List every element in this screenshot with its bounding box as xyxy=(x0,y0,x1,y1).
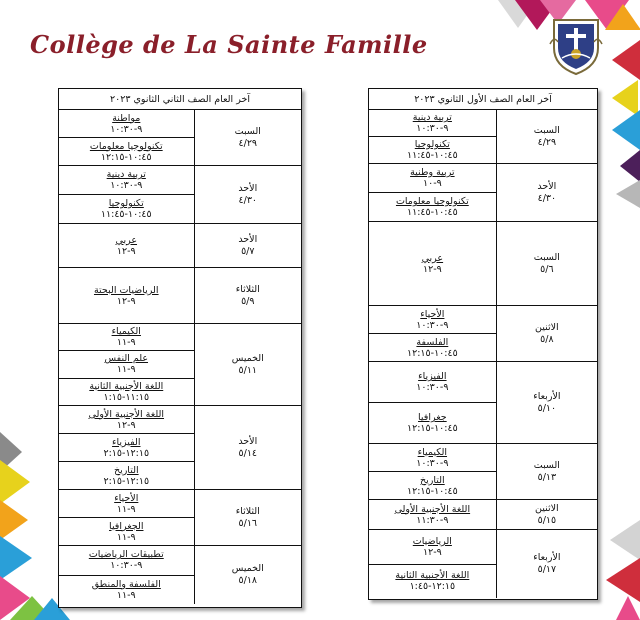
day-date: ٥/١٦ xyxy=(238,517,258,529)
exam-subject: الرياضيات xyxy=(412,535,452,547)
day-cell xyxy=(194,224,301,267)
day-cell xyxy=(194,490,301,545)
exam-list xyxy=(59,110,194,165)
exam-time: ٩-١٢ xyxy=(422,263,442,275)
exam-list xyxy=(369,110,496,163)
exam-subject: جغرافيا xyxy=(418,412,447,423)
exam-subject: اللغة الأجنبية الثانية xyxy=(395,570,470,582)
exam-time: ٩-١٠:٣٠ xyxy=(416,457,449,469)
day-block xyxy=(369,222,597,306)
exam-entry xyxy=(369,472,496,499)
day-cell xyxy=(194,268,301,323)
day-name: السبت xyxy=(533,459,560,471)
day-block xyxy=(59,268,301,324)
exam-subject: الجغرافيا xyxy=(109,520,144,532)
exam-list xyxy=(59,224,194,267)
day-block xyxy=(59,324,301,406)
exam-subject: عربي xyxy=(115,234,138,246)
exam-list xyxy=(59,546,194,604)
exam-list xyxy=(369,362,496,443)
day-date: ٥/١٤ xyxy=(238,447,258,459)
exam-time: ١٠:٤٥-١٢:١٥ xyxy=(100,151,152,163)
exam-entry xyxy=(369,110,496,137)
exam-subject: علم النفس xyxy=(104,353,149,365)
triangle-decoration xyxy=(616,596,640,620)
exam-list xyxy=(369,444,496,499)
day-name: الأحد xyxy=(238,435,258,447)
exam-time: ٩-١١ xyxy=(116,503,136,515)
exam-time: ٩-١٠:٣٠ xyxy=(110,123,143,135)
exam-list xyxy=(369,164,496,221)
day-name: الخميس xyxy=(231,563,264,574)
exam-time: ١١:١٥-١:١٥ xyxy=(103,391,150,403)
day-name: الاثنين xyxy=(535,321,559,333)
day-name: السبت xyxy=(533,124,560,136)
exam-list xyxy=(369,500,496,529)
day-name: السبت xyxy=(533,251,560,263)
exam-time: ٩-١٠:٣٠ xyxy=(416,123,449,134)
exam-subject: الأحياء xyxy=(420,308,445,320)
exam-subject: الكيمياء xyxy=(111,326,141,338)
school-logo xyxy=(548,14,604,76)
day-block xyxy=(59,110,301,166)
triangle-decoration xyxy=(0,500,28,540)
day-block xyxy=(59,166,301,224)
exam-entry xyxy=(59,195,194,223)
exam-time: ١٢:١٥-١:٤٥ xyxy=(409,581,456,593)
triangle-decoration xyxy=(616,180,640,208)
exam-time: ٩-١١ xyxy=(116,589,136,601)
day-block xyxy=(369,306,597,362)
exam-entry xyxy=(59,138,194,165)
day-cell xyxy=(496,164,597,221)
day-name: الأحد xyxy=(238,233,258,245)
schedule-heading: آخر العام الصف الأول الثانوي ٢٠٢٣ xyxy=(369,89,597,110)
exam-time: ١٠:٤٥-١٢:١٥ xyxy=(407,347,458,359)
exam-subject: تطبيقات الرياضيات xyxy=(88,549,164,561)
exam-subject: تربية دينية xyxy=(412,112,452,123)
exam-time: ١٠:٤٥-١٢:١٥ xyxy=(407,423,458,434)
crest-icon xyxy=(548,14,604,76)
exam-entry xyxy=(59,351,194,378)
day-name: الثلاثاء xyxy=(235,505,260,517)
exam-subject: التاريخ xyxy=(113,464,139,476)
day-block xyxy=(59,546,301,604)
exam-entry xyxy=(369,403,496,443)
exam-time: ٩-١٠:٣٠ xyxy=(416,319,449,331)
exam-time: ٩-١١ xyxy=(116,364,136,376)
day-block xyxy=(369,530,597,598)
schedule-first-secondary xyxy=(368,88,598,600)
day-name: الاثنين xyxy=(535,502,559,514)
exam-entry xyxy=(59,490,194,518)
exam-entry xyxy=(59,546,194,576)
day-name: الأربعاء xyxy=(533,552,561,563)
day-name: الأحد xyxy=(238,182,258,194)
exam-time: ٩-١١ xyxy=(116,531,136,543)
exam-entry xyxy=(59,224,194,267)
exam-subject: مواطنة xyxy=(112,112,141,124)
exam-subject: تكنولوجيا معلومات xyxy=(89,140,163,152)
schedule-heading: آخر العام الصف الثاني الثانوي ٢٠٢٣ xyxy=(59,89,301,110)
exam-list xyxy=(59,166,194,223)
day-name: الثلاثاء xyxy=(235,283,260,295)
exam-subject: تكنولوجيا معلومات xyxy=(395,196,469,207)
day-block xyxy=(59,224,301,268)
exam-entry xyxy=(369,530,496,565)
day-date: ٥/١١ xyxy=(238,364,258,376)
exam-entry xyxy=(369,137,496,163)
exam-entry xyxy=(59,324,194,351)
day-date: ٥/١٧ xyxy=(537,564,557,575)
exam-time: ١٠:٤٥-١١:٤٥ xyxy=(100,209,152,220)
day-block xyxy=(369,362,597,444)
day-cell xyxy=(496,306,597,361)
day-name: الأربعاء xyxy=(533,390,561,402)
exam-time: ١٠:٤٥-١١:٤٥ xyxy=(407,207,458,218)
triangle-decoration xyxy=(610,520,640,560)
exam-time: ٩-١٢ xyxy=(116,295,136,307)
day-block xyxy=(59,406,301,490)
exam-time: ١٢:١٥-٢:١٥ xyxy=(103,475,150,487)
exam-time: ٩-١٢ xyxy=(422,546,442,558)
exam-entry xyxy=(59,110,194,138)
exam-list xyxy=(59,406,194,489)
schedule-second-secondary xyxy=(58,88,302,608)
exam-subject: الفلسفة والمنطق xyxy=(91,578,161,590)
day-block xyxy=(59,490,301,546)
exam-list xyxy=(369,306,496,361)
exam-entry xyxy=(59,434,194,462)
exam-time: ١٠:٤٥-١٢:١٥ xyxy=(407,485,458,497)
exam-entry xyxy=(59,406,194,434)
exam-time: ٩-١٢ xyxy=(116,419,136,431)
day-cell xyxy=(496,444,597,499)
day-date: ٤/٣٠ xyxy=(537,192,557,204)
day-name: الأحد xyxy=(537,180,557,192)
day-cell xyxy=(496,530,597,598)
exam-subject: الأحياء xyxy=(114,492,139,504)
exam-list xyxy=(369,530,496,598)
exam-subject: الفلسفة xyxy=(416,336,449,348)
exam-time: ١٢:١٥-٢:١٥ xyxy=(103,447,150,459)
exam-subject: تربية وطنية xyxy=(410,167,455,178)
day-date: ٤/٢٩ xyxy=(537,136,557,148)
exam-time: ٩-١٠:٣٠ xyxy=(110,560,143,572)
triangle-decoration xyxy=(620,150,640,182)
exam-subject: تكنولوجيا xyxy=(108,198,144,209)
exam-time: ١٠:٤٥-١١:٤٥ xyxy=(407,150,458,161)
triangle-decoration xyxy=(612,110,640,150)
day-cell xyxy=(496,222,597,305)
exam-subject: اللغة الأجنبية الأولى xyxy=(394,503,471,515)
exam-subject: التاريخ xyxy=(420,474,445,486)
exam-entry xyxy=(369,362,496,403)
day-date: ٤/٣٠ xyxy=(238,194,258,206)
exam-entry xyxy=(59,518,194,545)
exam-time: ٩-١١ xyxy=(116,337,136,349)
day-date: ٥/٩ xyxy=(241,295,255,307)
exam-subject: اللغة الأجنبية الثانية xyxy=(89,380,164,392)
day-cell xyxy=(194,110,301,165)
exam-subject: الفيزياء xyxy=(418,371,447,382)
exam-entry xyxy=(59,576,194,605)
triangle-decoration xyxy=(605,4,640,30)
triangle-decoration xyxy=(0,536,32,580)
day-cell xyxy=(496,110,597,163)
exam-subject: الفيزياء xyxy=(112,436,141,448)
exam-entry xyxy=(369,334,496,361)
exam-entry xyxy=(59,166,194,195)
day-block xyxy=(369,110,597,164)
exam-entry xyxy=(369,193,496,221)
day-name: الخميس xyxy=(231,352,264,364)
triangle-decoration xyxy=(0,460,30,504)
day-date: ٥/٧ xyxy=(241,245,255,257)
day-date: ٥/٦ xyxy=(540,263,554,275)
day-date: ٥/١٨ xyxy=(238,575,258,586)
day-block xyxy=(369,164,597,222)
exam-entry xyxy=(59,268,194,323)
exam-list xyxy=(59,268,194,323)
exam-list xyxy=(369,222,496,305)
day-cell xyxy=(496,362,597,443)
school-title: Collège de La Sainte Famille xyxy=(30,30,428,59)
exam-subject: الكيمياء xyxy=(417,446,448,458)
day-cell xyxy=(194,166,301,223)
exam-time: ٩-١٠ xyxy=(422,178,442,189)
exam-entry xyxy=(369,500,496,529)
day-date: ٥/١٠ xyxy=(537,402,557,414)
exam-list xyxy=(59,324,194,405)
day-block xyxy=(369,444,597,500)
day-block xyxy=(369,500,597,530)
exam-entry xyxy=(59,462,194,489)
exam-subject: تربية دينية xyxy=(106,169,146,180)
exam-subject: تكنولوجيا xyxy=(414,139,450,150)
exam-time: ٩-١١:٣٠ xyxy=(416,514,449,526)
exam-list xyxy=(59,490,194,545)
day-cell xyxy=(194,324,301,405)
exam-subject: اللغة الأجنبية الأولى xyxy=(88,408,165,420)
day-date: ٥/١٣ xyxy=(537,471,557,483)
exam-entry xyxy=(369,444,496,472)
exam-entry xyxy=(59,379,194,405)
day-name: السبت xyxy=(234,125,261,137)
exam-time: ٩-١٢ xyxy=(116,245,136,257)
day-cell xyxy=(496,500,597,529)
day-cell xyxy=(194,406,301,489)
exam-subject: عربي xyxy=(421,252,444,264)
exam-entry xyxy=(369,164,496,193)
day-cell xyxy=(194,546,301,604)
exam-subject: الرياضيات البحتة xyxy=(93,284,159,296)
day-date: ٥/١٥ xyxy=(537,514,557,526)
day-date: ٤/٢٩ xyxy=(238,137,258,149)
day-date: ٥/٨ xyxy=(540,333,554,345)
exam-time: ٩-١٠:٣٠ xyxy=(110,180,143,191)
exam-entry xyxy=(369,222,496,305)
triangle-decoration xyxy=(612,40,640,80)
exam-entry xyxy=(369,306,496,334)
exam-entry xyxy=(369,565,496,599)
exam-time: ٩-١٠:٣٠ xyxy=(416,382,449,393)
